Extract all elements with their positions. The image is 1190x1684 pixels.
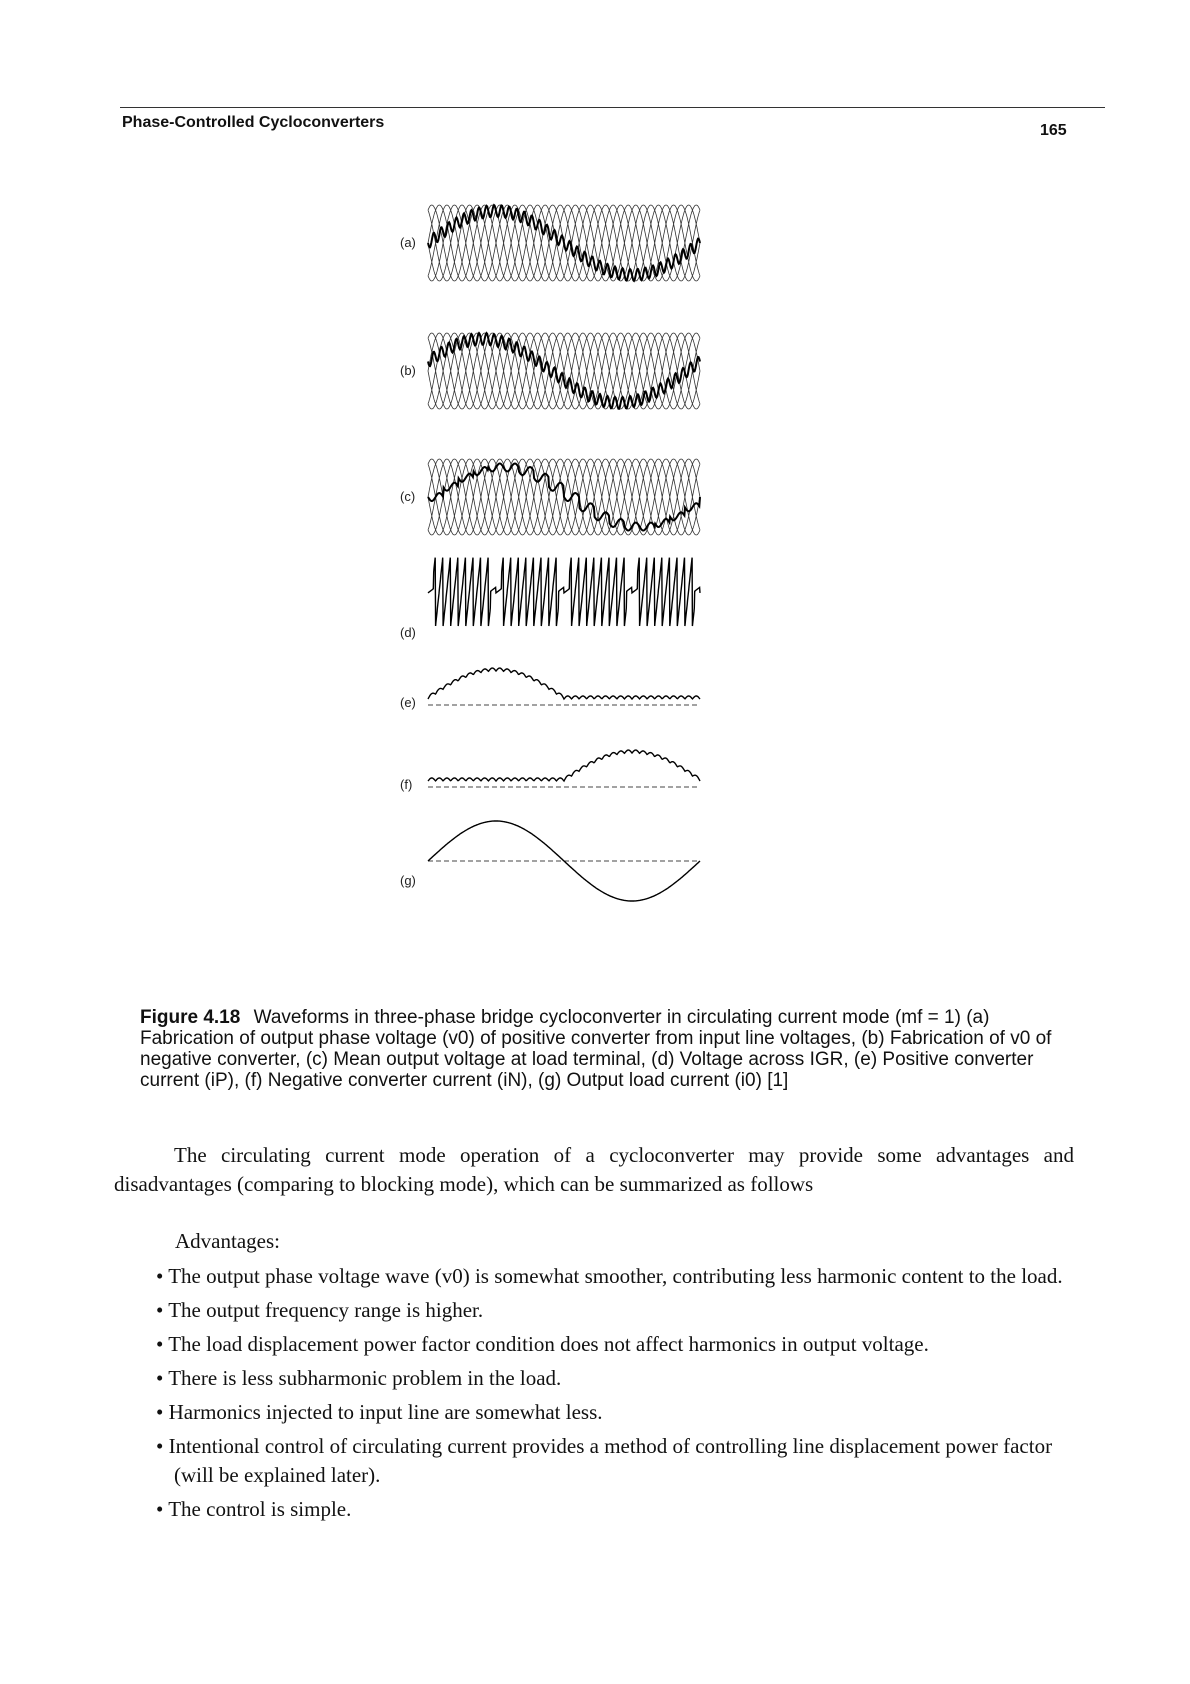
advantages-list <box>156 1262 1076 1529</box>
panel-d <box>400 558 700 640</box>
panel-label-f: (f) <box>400 777 413 792</box>
body-text <box>114 1141 1074 1199</box>
panel-label-a: (a) <box>400 235 416 250</box>
figure-caption <box>140 1007 1060 1091</box>
running-title: Phase-Controlled Cycloconverters <box>122 114 385 131</box>
list-item: • The load displacement power factor condition does not affect harmonics in output voltage. <box>156 1330 1076 1359</box>
panel-label-e: (e) <box>400 695 416 710</box>
panel-g <box>400 821 700 901</box>
negative-current-trace <box>428 750 700 781</box>
list-item: • Harmonics injected to input line are somewhat less. <box>156 1398 1076 1427</box>
advantages-heading: Advantages: <box>175 1229 280 1253</box>
caption-text: Waveforms in three-phase bridge cycloconverter in circulating current mode (mf = 1) (a) Fabrication of output phase voltage (v0) of positive converter from input line voltages, (b) Fabrication of v0 of negative converter, (c) Mean output voltage at load terminal, (d) Voltage across IGR, (e) Positive converter current (iP), (f) Negative converter current (iN), (g) Output load current (i0) [1] <box>140 1007 1052 1091</box>
panel-f <box>400 750 700 792</box>
panel-label-c: (c) <box>400 489 416 504</box>
igr-voltage-trace <box>428 558 700 626</box>
panel-a <box>400 205 700 281</box>
panel-label-d: (d) <box>400 625 416 640</box>
positive-current-trace <box>428 668 700 699</box>
panel-label-g: (g) <box>400 873 416 888</box>
intro-paragraph: The circulating current mode operation of a cycloconverter may provide some advantages and disadvantages (comparing to blocking mode), which can be summarized as follows <box>114 1143 1074 1196</box>
panel-label-b: (b) <box>400 363 416 378</box>
list-item: • There is less subharmonic problem in the load. <box>156 1364 1076 1393</box>
waveform-figure <box>400 185 770 985</box>
panel-c <box>400 459 700 535</box>
page-number: 165 <box>1040 122 1067 139</box>
panel-b <box>400 333 700 409</box>
list-item: • The output phase voltage wave (v0) is somewhat smoother, contributing less harmonic content to the load. <box>156 1262 1076 1291</box>
header-rule <box>120 107 1105 108</box>
list-item: • Intentional control of circulating current provides a method of controlling line displacement power factor (will be explained later). <box>156 1432 1076 1490</box>
figure-label: Figure 4.18 <box>140 1007 241 1028</box>
output-voltage-trace <box>428 205 700 281</box>
panel-e <box>400 668 700 710</box>
list-item: • The control is simple. <box>156 1495 1076 1524</box>
list-item: • The output frequency range is higher. <box>156 1296 1076 1325</box>
